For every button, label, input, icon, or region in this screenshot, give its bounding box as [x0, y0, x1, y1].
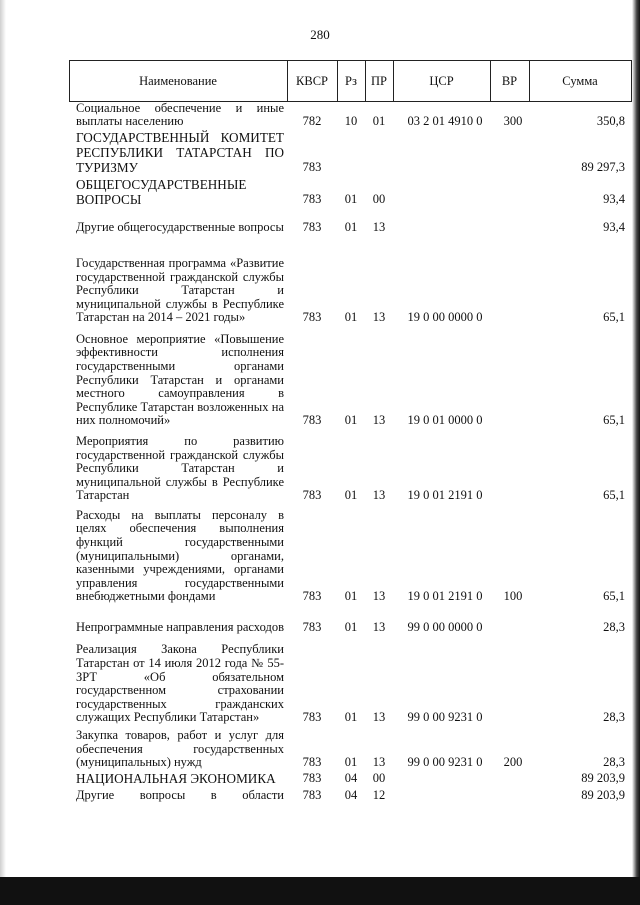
table-row	[69, 326, 631, 428]
row-name: Социальное обеспечение и иные выплаты населению	[76, 100, 284, 129]
header-csr: ЦСР	[429, 73, 454, 88]
row-name: Мероприятия по развитию государственной гражданской службы Республики Татарстан и муниципальной службы в Республике Татарстан	[76, 434, 284, 503]
row-pr: 13	[372, 413, 386, 428]
table-row	[69, 770, 631, 786]
row-sum: 89 203,9	[581, 771, 625, 786]
row-csr: 99 0 00 9231 0	[407, 710, 483, 725]
row-kvsr: 783	[302, 620, 322, 635]
row-sum: 28,3	[603, 755, 625, 770]
row-csr: 19 0 01 2191 0	[407, 589, 483, 604]
table-row	[69, 787, 631, 803]
row-kvsr: 783	[302, 310, 322, 325]
row-rz: 01	[344, 413, 358, 428]
header-kvsr: КВСР	[296, 73, 328, 88]
page-number: 280	[310, 27, 330, 42]
header-name: Наименование	[139, 73, 217, 88]
row-csr: 03 2 01 4910 0	[407, 114, 483, 129]
header-pr: ПР	[371, 73, 387, 88]
row-name: НАЦИОНАЛЬНАЯ ЭКОНОМИКА	[76, 771, 276, 786]
scan-bottom-bar	[0, 877, 640, 905]
row-pr: 00	[372, 192, 386, 207]
table-row	[69, 429, 631, 503]
table-row	[69, 727, 631, 770]
row-kvsr: 782	[302, 114, 322, 129]
row-vr: 100	[503, 589, 523, 604]
row-rz: 01	[344, 620, 358, 635]
scan-edge-left	[0, 0, 6, 905]
row-sum: 89 297,3	[581, 160, 625, 175]
table-row	[69, 207, 631, 235]
header-sum: Сумма	[562, 73, 598, 88]
header-rz: Рз	[345, 73, 357, 88]
row-kvsr: 783	[302, 788, 322, 803]
table-row	[69, 177, 631, 207]
row-sum: 28,3	[603, 710, 625, 725]
row-sum: 65,1	[603, 488, 625, 503]
row-name: Основное мероприятие «Повышение эффективности исполнения государственными органами Республики Татарстан и органами местного самоуправления в Республике Татарстан возложенных на них полномочий»	[76, 331, 284, 428]
row-sum: 93,4	[603, 220, 625, 235]
row-kvsr: 783	[302, 589, 322, 604]
row-name: Государственная программа «Развитие государственной гражданской службы Республики Татарстан и муниципальной службы в Республике Татарстан на 2014 – 2021 годы»	[76, 256, 284, 325]
table-row	[69, 237, 631, 325]
row-kvsr: 783	[302, 710, 322, 725]
row-pr: 01	[372, 114, 386, 129]
table-row	[69, 101, 631, 129]
row-sum: 65,1	[603, 589, 625, 604]
row-name: Расходы на выплаты персоналу в целях обеспечения выполнения функций государственными (муниципальными) органами, казенными учреждениями, органами управления государственными внебюджетными фондами	[76, 507, 284, 604]
row-name: ОБЩЕГОСУДАРСТВЕННЫЕ ВОПРОСЫ	[76, 177, 247, 207]
scan-edge-right	[632, 0, 640, 905]
row-pr: 00	[372, 771, 386, 786]
row-csr: 19 0 01 0000 0	[407, 413, 483, 428]
row-kvsr: 783	[302, 160, 322, 175]
table-row	[69, 636, 631, 725]
row-rz: 01	[344, 488, 358, 503]
row-name: Реализация Закона Республики Татарстан от 14 июля 2012 года № 55-ЗРТ «Об обязательном государственном страховании государственных гражданских служащих Республики Татарстан»	[76, 642, 284, 725]
row-rz: 01	[344, 192, 358, 207]
row-sum: 65,1	[603, 413, 625, 428]
row-name: Закупка товаров, работ и услуг для обеспечения государственных (муниципальных) нужд	[76, 728, 284, 770]
table-row	[69, 606, 631, 635]
row-csr: 19 0 00 0000 0	[407, 310, 483, 325]
row-kvsr: 783	[302, 755, 322, 770]
row-vr: 200	[503, 755, 523, 770]
row-csr: 99 0 00 9231 0	[407, 755, 483, 770]
row-pr: 13	[372, 488, 386, 503]
row-rz: 01	[344, 710, 358, 725]
row-rz: 01	[344, 220, 358, 235]
table-right-border	[631, 60, 632, 102]
row-rz: 04	[344, 788, 358, 803]
row-kvsr: 783	[302, 771, 322, 786]
row-pr: 13	[372, 755, 386, 770]
row-rz: 04	[344, 771, 358, 786]
row-name: Другие общегосударственные вопросы	[76, 220, 284, 235]
table-row	[69, 130, 631, 175]
row-rz: 01	[344, 755, 358, 770]
row-pr: 13	[372, 620, 386, 635]
row-pr: 13	[372, 589, 386, 604]
row-name: ГОСУДАРСТВЕННЫЙ КОМИТЕТ РЕСПУБЛИКИ ТАТАРСТАН ПО ТУРИЗМУ	[76, 130, 284, 175]
row-kvsr: 783	[302, 488, 322, 503]
row-name: Непрограммные направления расходов	[76, 620, 284, 635]
row-sum: 93,4	[603, 192, 625, 207]
row-pr: 13	[372, 710, 386, 725]
row-kvsr: 783	[302, 413, 322, 428]
table-row	[69, 504, 631, 604]
row-vr: 300	[503, 114, 523, 129]
header-vr: ВР	[501, 73, 518, 88]
row-csr: 19 0 01 2191 0	[407, 488, 483, 503]
row-name: Другие вопросы в области	[76, 788, 284, 803]
row-csr: 99 0 00 0000 0	[407, 620, 483, 635]
row-rz: 01	[344, 589, 358, 604]
row-rz: 10	[344, 114, 358, 129]
row-sum: 350,8	[596, 114, 625, 129]
row-sum: 65,1	[603, 310, 625, 325]
row-pr: 13	[372, 220, 386, 235]
row-pr: 13	[372, 310, 386, 325]
row-kvsr: 783	[302, 220, 322, 235]
row-kvsr: 783	[302, 192, 322, 207]
row-sum: 89 203,9	[581, 788, 625, 803]
row-rz: 01	[344, 310, 358, 325]
row-pr: 12	[372, 788, 386, 803]
row-sum: 28,3	[603, 620, 625, 635]
